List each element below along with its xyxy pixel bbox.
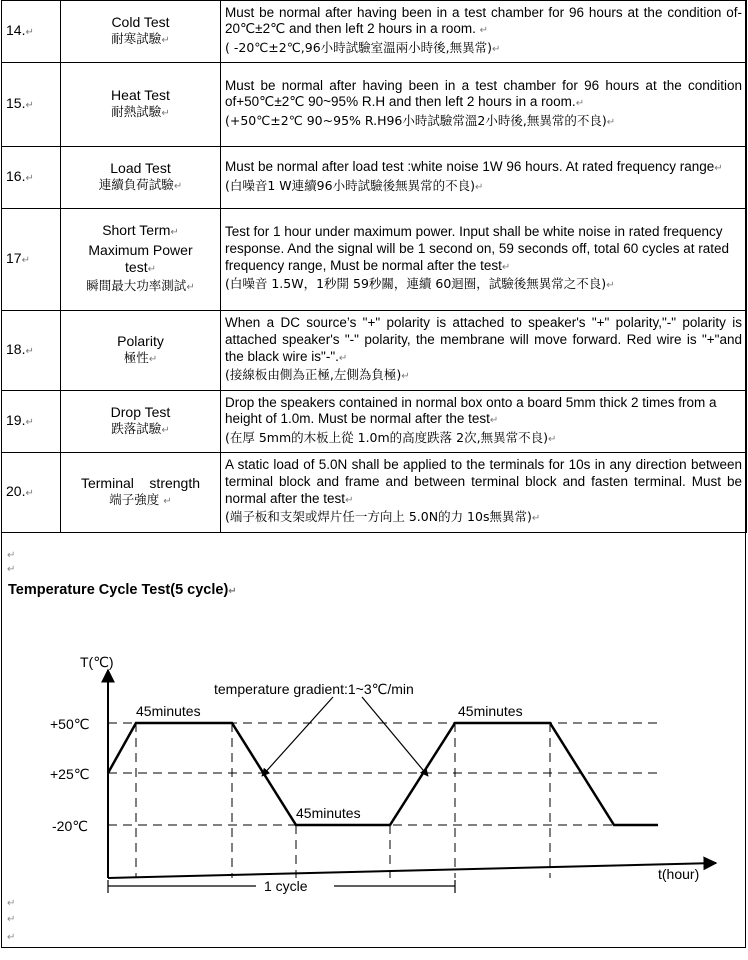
description-text-zh: (白噪音1 W連續96小時試驗後無異常的不良)↵ [225, 177, 484, 193]
description-text: Drop the speakers contained in normal box onto a board 5mm thick 2 times from a height of 1.0m. Must be normal after the test↵ [225, 394, 717, 427]
level-label: -20℃ [52, 818, 88, 834]
paragraph-mark: ↵ [7, 898, 16, 909]
row-number: 14.↵ [2, 1, 61, 63]
test-item-title-zh: 極性↵ [123, 349, 158, 365]
row-number: 19.↵ [2, 391, 61, 453]
test-item-title-zh: 耐熱試驗↵ [111, 103, 170, 119]
dwell-label: 45minutes [296, 805, 361, 821]
test-item-title: Heat Test [111, 86, 170, 103]
test-item-title-zh: 跌落試驗↵ [111, 420, 170, 436]
test-item-title: Polarity [117, 332, 164, 349]
test-item-title-zh: 耐寒試驗↵ [111, 30, 170, 46]
paragraph-mark: ↵ [7, 564, 16, 575]
level-label: +50℃ [50, 716, 90, 732]
test-item-title: Cold Test [111, 13, 170, 30]
test-item-title: Short Term↵ [102, 222, 179, 239]
row-number: 17↵ [2, 209, 61, 311]
description-text: Test for 1 hour under maximum power. Input shall be white noise in rated frequency response. And the signal will be 1 second on, 59 seconds off, total 60 cycles at rated frequency range, Must be normal after the test↵ [225, 224, 730, 273]
temperature-profile [108, 723, 658, 825]
description-text: Must be normal after load test :white noise 1W 96 hours. At rated frequency range↵ [225, 158, 723, 174]
test-item-title-zh: 連續負荷試驗↵ [98, 176, 183, 192]
test-item-title: test↵ [125, 258, 156, 275]
row-number: 20.↵ [2, 453, 61, 533]
x-axis-label: t(hour) [658, 866, 700, 882]
x-axis [108, 863, 716, 878]
gradient-arrow [362, 697, 428, 776]
section-title: Temperature Cycle Test(5 cycle)↵ [8, 582, 237, 598]
cycle-label: 1 cycle [264, 878, 308, 894]
description-text-zh: (接線板由側為正極,左側為負極)↵ [225, 367, 410, 383]
level-label: +25℃ [50, 766, 90, 782]
description-text-zh: (+50℃±2℃ 90~95% R.H96小時試驗常溫2小時後,無異常的不良)↵ [225, 112, 616, 128]
description-text-zh: (在厚 5mm的木板上從 1.0m的高度跌落 2次,無異常不良)↵ [225, 429, 557, 445]
description-text-zh: (白噪音 1.5W，1秒開 59秒關，連續 60迴圈，試驗後無異常之不良)↵ [225, 276, 615, 292]
row-number: 15.↵ [2, 63, 61, 147]
paragraph-mark: ↵ [7, 932, 16, 943]
dwell-label: 45minutes [458, 703, 523, 719]
test-item-title-zh: 瞬間最大功率測試↵ [86, 278, 195, 294]
description-text: A static load of 5.0N shall be applied to the terminals for 10s in any direction between terminal block and frame and between terminal block and fasten terminal. Must be normal after the test↵ [225, 457, 742, 506]
description-text-zh: (端子板和支架或焊片任一方向上 5.0N的力 10s無異常)↵ [225, 509, 541, 525]
gradient-label: temperature gradient:1~3℃/min [214, 681, 414, 697]
test-item-title: Maximum Power [88, 241, 193, 258]
row-number: 18.↵ [2, 311, 61, 391]
description-text: Must be normal after having been in a test chamber for 96 hours at the condition of-20℃±2℃ and then left 2 hours in a room. ↵ [225, 4, 742, 37]
description-text: Must be normal after having been in a test chamber for 96 hours at the condition of+50℃±2℃ 90~95% R.H and then left 2 hours in a room.↵ [225, 77, 742, 110]
paragraph-mark: ↵ [7, 914, 16, 925]
test-item-title: Terminal strength [80, 474, 201, 491]
reference-lines [108, 723, 660, 878]
test-item-title-zh: 端子強度 ↵ [109, 491, 172, 507]
description-text: When a DC source’s "+" polarity is attached to speaker's "+" polarity,"-" polarity is attached speaker's "-" polarity, the membrane will move forward. Red wire is "+"and the black wire is"-".↵ [225, 315, 742, 364]
description-text-zh: ( -20℃±2℃,96小時試驗室溫兩小時後,無異常)↵ [225, 39, 501, 55]
test-item-title: Drop Test [110, 403, 171, 420]
test-item-title: Load Test [110, 159, 171, 176]
paragraph-mark: ↵ [7, 550, 16, 561]
dwell-label: 45minutes [136, 703, 201, 719]
row-number: 16.↵ [2, 147, 61, 209]
y-axis-label: T(℃) [80, 654, 114, 670]
gradient-arrow [262, 697, 333, 776]
